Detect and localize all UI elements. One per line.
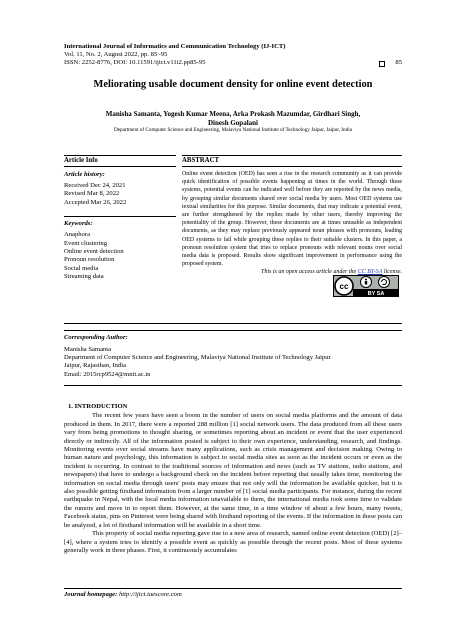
abstract-column (182, 155, 402, 275)
authors-line-1: Manisha Samanta, Yogesh Kumar Meena, Arka Prokash Mazumdar, Girdhari Singh, (105, 110, 361, 118)
history-received: Received Dec 24, 2021 (64, 182, 126, 189)
cc-by-sa-badge[interactable] (333, 275, 399, 297)
history-revised: Revised Mar 8, 2022 (64, 190, 120, 198)
creative-commons-icon (333, 275, 399, 297)
footer-url[interactable]: http://ijict.iaescore.com (118, 591, 182, 598)
page-footer: Journal homepage: http://ijict.iaescore.com (64, 588, 402, 598)
corresponding-author-block (64, 330, 402, 386)
issn-row (64, 59, 402, 67)
svg-text:cc: cc (339, 282, 349, 291)
article-info-column (64, 155, 176, 282)
keyword: Event clustering (64, 239, 108, 247)
corresponding-email: Email: 2015rcp9524@mnit.ac.in (64, 370, 151, 378)
corresponding-department: Department of Computer Science and Engineering, Malaviya National Institute of Technology Jaipur (64, 354, 331, 362)
corresponding-details (64, 346, 402, 379)
abstract-text: Online event detection (OED) has seen a rise in the research community as it can provide quick identification of possible events happening at times in the world. Through these systems, potential events can be indicated well before they are reported by the news media, by grouping similar documents shared over social media by users. Most OED systems use textual similarities for this purpose. Similar documents, that may indicate a potential event, are further strengthened by the replies made by other users, thereby improving the potentiality of the group. However, these documents are at times unusable as independent documents, as they may replace previously appeared noun phrases with pronouns, leading OED systems to fail while grouping these replies to their suitable clusters. In this paper, a pronoun resolution system that tries to replace pronouns with relevant nouns over social media data is proposed. Results show significant improvement in performance using the proposed system. (182, 171, 402, 268)
keywords-list (64, 231, 176, 281)
journal-name: International Journal of Informatics and Communication Technology (IJ-ICT) (64, 43, 286, 50)
history-heading: Article history: (64, 171, 105, 178)
footer-label: Journal homepage (64, 591, 116, 598)
license-suffix: license. (382, 269, 402, 276)
cc-badge-text: BY SA (367, 291, 385, 297)
keyword: Anaphora (64, 231, 90, 239)
issn-doi: ISSN: 2252-8776, DOI: 10.11591/ijict.v11i2.pp85-95 (64, 59, 206, 67)
history-list (64, 182, 176, 207)
keywords-section (64, 216, 176, 281)
affiliation: Department of Computer Science and Engineering, Malaviya National Institute of Technology Jaipur, Jaipur, India (114, 127, 352, 133)
paper-title: Meliorating usable document density for online event detection (93, 79, 373, 90)
corresponding-location: Jaipur, Rajasthan, India (64, 362, 126, 370)
license-link[interactable]: CC BY-SA (357, 269, 383, 276)
volume-info: Vol. 11, No. 2, August 2022, pp. 85~95 (64, 51, 168, 59)
journal-header (64, 43, 402, 68)
corresponding-name: Manisha Samanta (64, 346, 112, 353)
body-paragraph: The recent few years have seen a boom in the number of users on social media platforms and the amount of data produced in them. In 2017, there were a reported 288 million [1] social network users. The data produced from all these users vary from being promotions to thought sharing, or sometimes reporting about an incident or event that the user experienced directly or indirectly. All of the information posted is subject to their own experience, understanding, research, and findings. Monitoring events over social streams have many applications, such as crisis management and decision making. Owing to human nature and psychology, this information is subject to social media sites as soon as the incident occurs or even as the incident is occurring. In contrast to the traditional sources of information and news (such as TV stations, radio stations, and newspapers) that have to undergo a background check on the incident before reporting that usually takes time, monitoring the information on social media through users' posts may ensure that not only will the information be available quicker, but it is also possible getting firsthand information from a larger number of [1] social media participants. For instance, during the recent earthquake in Nepal, with the local media information unavailable to them, the international media took some time to validate the rumors and move in to report them. However, at the same time, in a time window of about a few hours, many tweets, Facebook status, pins on Pinterest were being shared with firsthand reporting of the events. If the information in these posts can be analyzed, a lot of firsthand information will be available in a short time. (64, 412, 402, 529)
abstract-heading: ABSTRACT (182, 155, 402, 167)
license-prefix: This is an open access article under the (261, 269, 358, 276)
author-list (64, 110, 402, 128)
divider (64, 323, 402, 324)
corresponding-heading: Corresponding Author: (64, 334, 128, 341)
article-info-heading: Article Info (64, 155, 176, 167)
introduction-section (64, 403, 402, 555)
keywords-heading: Keywords: (64, 220, 93, 228)
body-paragraph: This property of social media reporting gave rise to a new area of research, named online event detection (OED) [2]–[4], where a system tries to identify a possible event as quickly as possible through the recent posts. Most of these systems generally work in three phases. First, it continuously accumulates (64, 530, 402, 554)
history-accepted: Accepted Mar 26, 2022 (64, 198, 127, 206)
keyword: Online event detection (64, 248, 124, 256)
keyword: Pronoun resolution (64, 256, 115, 264)
square-icon (379, 61, 385, 67)
section-heading: 1. INTRODUCTION (68, 403, 128, 410)
keyword: Social media (64, 264, 99, 272)
authors-line-2: Dinesh Gopalani (208, 119, 258, 127)
keyword: Streaming data (64, 273, 104, 281)
page-number: 85 (395, 59, 402, 67)
